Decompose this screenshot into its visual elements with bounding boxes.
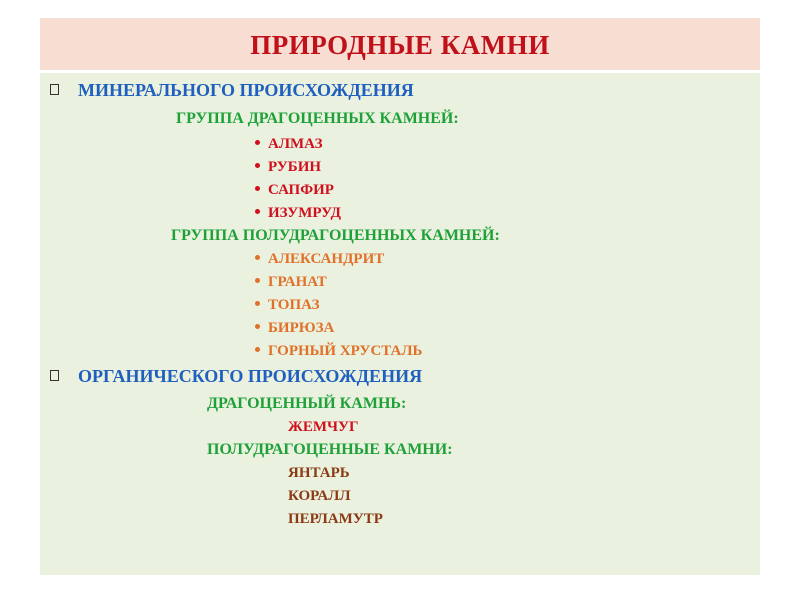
- bullet-icon: [255, 278, 260, 283]
- list-item: АЛМАЗ: [255, 136, 323, 153]
- slide-content: [40, 73, 760, 575]
- bullet-icon: [255, 186, 260, 191]
- bullet-icon: [255, 301, 260, 306]
- bullet-icon: [255, 255, 260, 260]
- organic-heading: ОРГАНИЧЕСКОГО ПРОИСХОЖДЕНИЯ: [50, 366, 422, 387]
- bullet-icon: [255, 324, 260, 329]
- square-bullet-icon: [50, 370, 59, 381]
- bullet-icon: [255, 209, 260, 214]
- list-item: ИЗУМРУД: [255, 205, 341, 222]
- semiprecious-group-label: ГРУППА ПОЛУДРАГОЦЕННЫХ КАМНЕЙ:: [171, 227, 500, 244]
- list-item: ТОПАЗ: [255, 297, 320, 314]
- organic-precious-label: ДРАГОЦЕННЫЙ КАМНЬ:: [207, 395, 407, 412]
- list-item: РУБИН: [255, 159, 321, 176]
- title-bar: [40, 18, 760, 70]
- list-item: ГОРНЫЙ ХРУСТАЛЬ: [255, 343, 422, 360]
- bullet-icon: [255, 140, 260, 145]
- list-item: САПФИР: [255, 182, 334, 199]
- slide-title: ПРИРОДНЫЕ КАМНИ: [250, 30, 550, 60]
- list-item: БИРЮЗА: [255, 320, 334, 337]
- list-item: ЖЕМЧУГ: [288, 419, 359, 435]
- list-item: КОРАЛЛ: [288, 488, 351, 504]
- list-item: ПЕРЛАМУТР: [288, 511, 383, 527]
- bullet-icon: [255, 347, 260, 352]
- list-item: АЛЕКСАНДРИТ: [255, 251, 384, 268]
- list-item: ЯНТАРЬ: [288, 465, 350, 481]
- precious-group-label: ГРУППА ДРАГОЦЕННЫХ КАМНЕЙ:: [176, 110, 459, 127]
- bullet-icon: [255, 163, 260, 168]
- list-item: ГРАНАТ: [255, 274, 327, 291]
- square-bullet-icon: [50, 84, 59, 95]
- organic-semiprecious-label: ПОЛУДРАГОЦЕННЫЕ КАМНИ:: [207, 441, 453, 458]
- mineral-heading: МИНЕРАЛЬНОГО ПРОИСХОЖДЕНИЯ: [50, 80, 414, 101]
